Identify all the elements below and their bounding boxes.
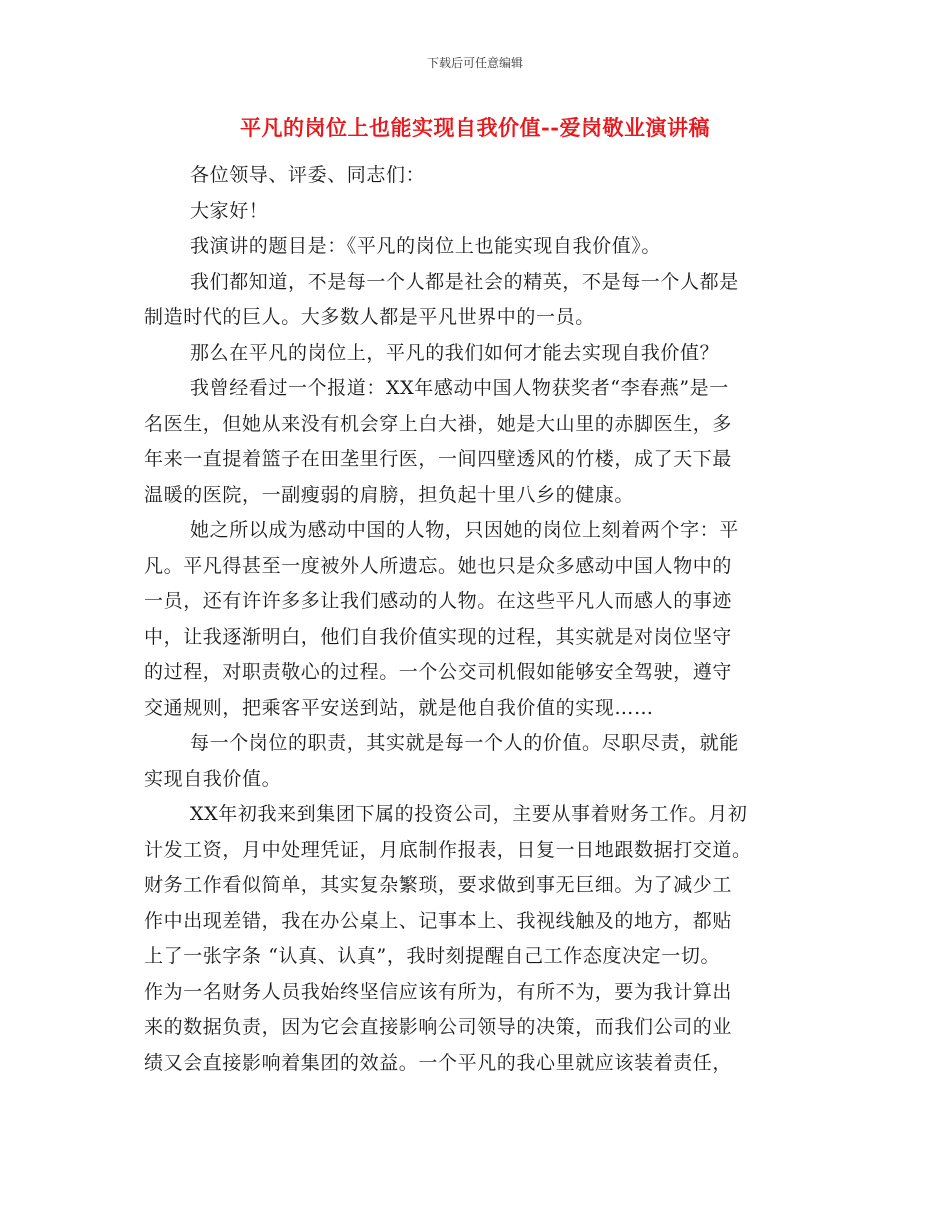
paragraph-line: 每一个岗位的职责，其实就是每一个人的价值。尽职尽责，就能 <box>190 732 739 754</box>
paragraph-line: 中，让我逐渐明白，他们自我价值实现的过程，其实就是对岗位坚守 <box>144 625 733 648</box>
paragraph-line: 上了一张字条 “认真、认真”，我时刻提醒自己工作态度决定一切。 <box>144 945 721 967</box>
paragraph-line: XX年初我来到集团下属的投资公司，主要从事着财务工作。月初 <box>190 803 748 825</box>
paragraph-line: 绩又会直接影响着集团的效益。一个平凡的我心里就应该装着责任， <box>144 1051 733 1074</box>
paragraph-line: 温暖的医院，一副瘦弱的肩膀，担负起十里八乡的健康。 <box>144 483 635 506</box>
paragraph-line: 财务工作看似简单，其实复杂繁琐，要求做到事无巨细。为了减少工 <box>144 874 733 896</box>
paragraph-line: 作为一名财务人员我始终坚信应该有所为，有所不为，要为我计算出 <box>144 980 733 1003</box>
paragraph-line: 我们都知道，不是每一个人都是社会的精英，不是每一个人都是 <box>190 270 739 293</box>
paragraph-line: 各位领导、评委、同志们： <box>190 164 426 186</box>
paragraph-line: 一员，还有许许多多让我们感动的人物。在这些平凡人而感人的事迹 <box>144 590 733 612</box>
paragraph-line: 她之所以成为感动中国的人物，只因她的岗位上刻着两个字：平 <box>190 519 739 541</box>
paragraph-line: 制造时代的巨人。大多数人都是平凡世界中的一员。 <box>144 306 595 328</box>
paragraph-line: 作中出现差错，我在办公桌上、记事本上、我视线触及的地方，都贴 <box>144 909 733 932</box>
paragraph-line: 我曾经看过一个报道：XX年感动中国人物获奖者“李春燕”是一 <box>190 377 729 399</box>
paragraph-line: 交通规则，把乘客平安送到站，就是他自我价值的实现…… <box>144 696 654 719</box>
paragraph-line: 那么在平凡的岗位上，平凡的我们如何才能去实现自我价值？ <box>190 341 720 364</box>
paragraph-line: 凡。平凡得甚至一度被外人所遗忘。她也只是众多感动中国人物中的 <box>144 554 733 577</box>
paragraph-line: 大家好！ <box>190 199 269 222</box>
page-header-note: 下载后可任意编辑 <box>426 56 523 70</box>
paragraph-line: 的过程，对职责敬心的过程。一个公交司机假如能够安全驾驶，遵守 <box>144 661 733 683</box>
paragraph-line: 我演讲的题目是：《平凡的岗位上也能实现自我价值》。 <box>190 235 662 257</box>
paragraph-line: 名医生，但她从来没有机会穿上白大褂，她是大山里的赤脚医生，多 <box>144 412 733 435</box>
paragraph-line: 来的数据负责，因为它会直接影响公司领导的决策，而我们公司的业 <box>144 1016 733 1038</box>
speech-body <box>144 158 804 1081</box>
paragraph-line: 计发工资，月中处理凭证，月底制作报表，日复一日地跟数据打交道。 <box>144 838 752 861</box>
paragraph-line: 年来一直提着篮子在田垄里行医，一间四壁透风的竹楼，成了天下最 <box>144 448 733 470</box>
paragraph-line: 实现自我价值。 <box>144 767 282 790</box>
speech-title: 平凡的岗位上也能实现自我价值--爱岗敬业演讲稿 <box>240 115 710 140</box>
